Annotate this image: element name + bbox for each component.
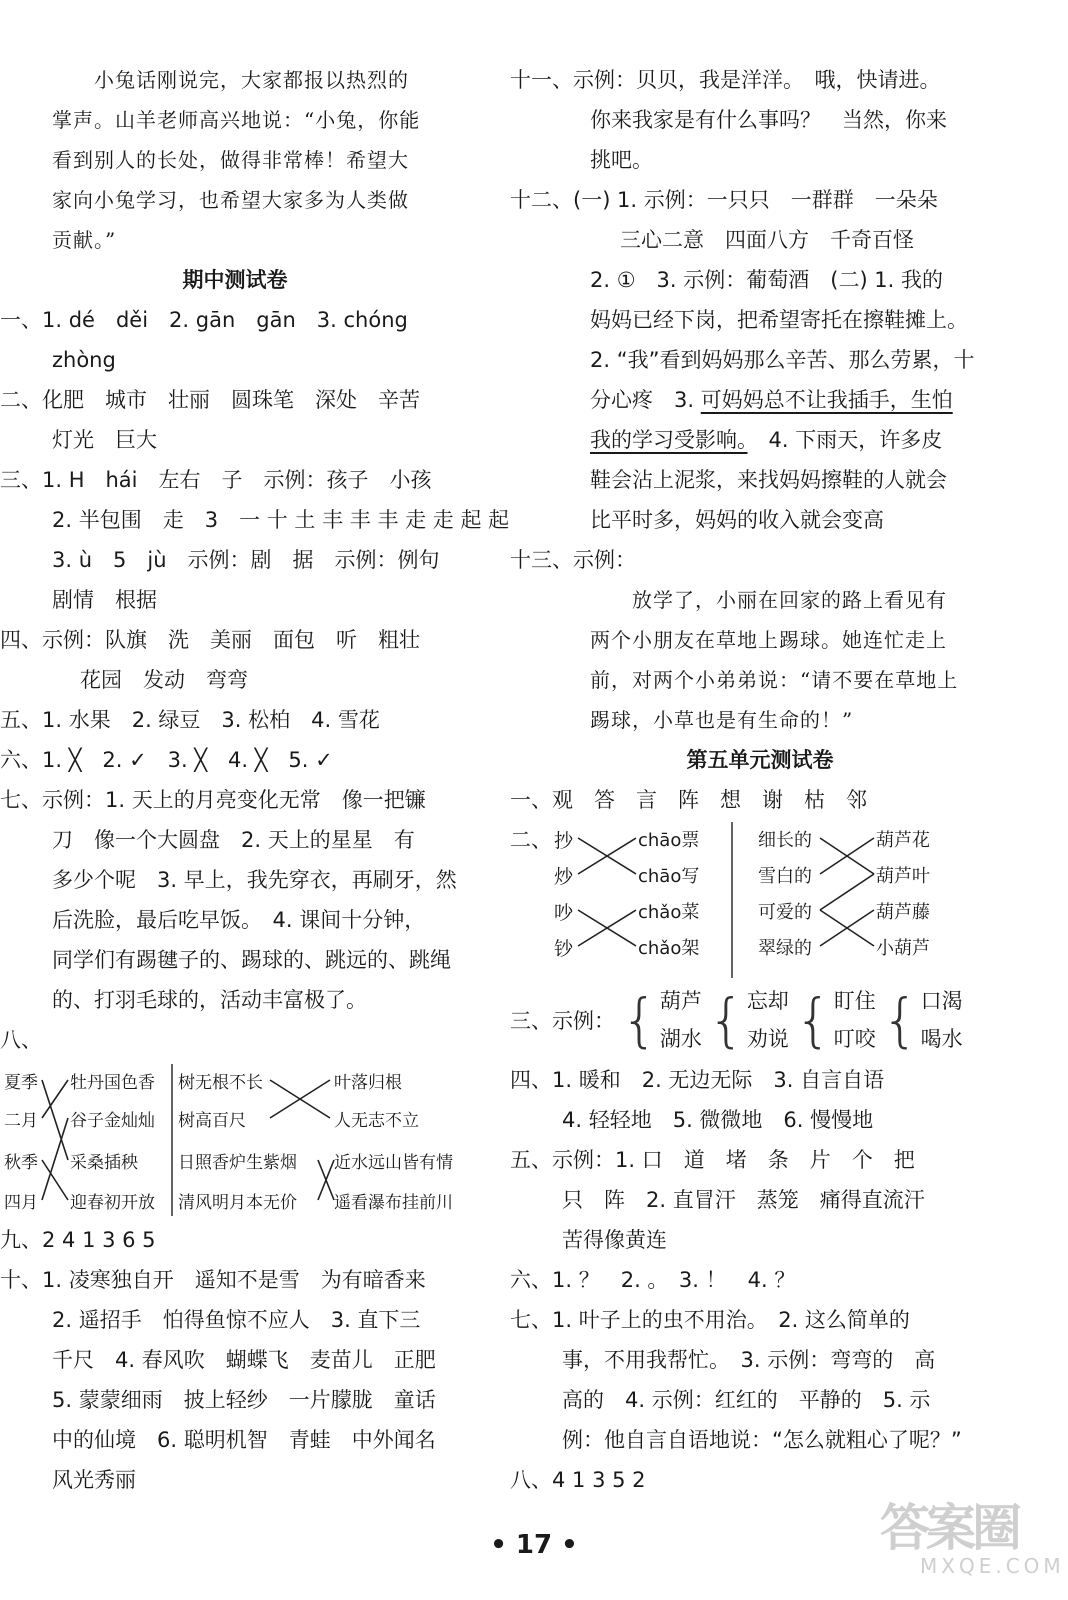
phrase-item: 人无志不立 <box>334 1111 419 1131</box>
char-item: 吵 <box>554 902 574 924</box>
right-column <box>510 60 1010 1500</box>
adjective-item: 翠绿的 <box>758 938 812 959</box>
matching-diagram-seasons <box>0 1060 470 1220</box>
story-line: 家向小兔学习，也希望大家多为人类做 <box>52 188 409 212</box>
answer-line: 2. ① 3. 示例：葡萄酒 (二) 1. 我的 <box>590 268 944 292</box>
season-item: 秋季 <box>4 1153 38 1173</box>
phrase-item: 清风明月本无价 <box>178 1193 297 1213</box>
story-line: 踢球，小草也是有生命的！” <box>590 708 854 732</box>
pair-word: 喝水 <box>920 1027 963 1051</box>
story-line: 看到别人的长处，做得非常棒！希望大 <box>52 148 409 172</box>
adjective-item: 细长的 <box>758 830 812 851</box>
season-item: 夏季 <box>4 1073 38 1093</box>
pair-word: 葫芦 <box>659 989 702 1013</box>
answer-line: 千尺 4. 春风吹 蝴蝶飞 麦苗儿 正肥 <box>52 1348 436 1372</box>
section-heading-unit5: 第五单元测试卷 <box>686 748 834 772</box>
answer-line: 后洗脸，最后吃早饭。 4. 课间十分钟， <box>52 908 426 932</box>
word-pair <box>921 982 963 1058</box>
answer-line: 风光秀丽 <box>52 1468 136 1492</box>
char-item: 炒 <box>554 866 574 888</box>
char-item: 钞 <box>554 938 574 960</box>
homophone-pairs <box>510 980 1010 1060</box>
answer-line <box>510 420 1010 460</box>
brace-icon: { <box>794 986 832 1054</box>
story-line: 前，对两个小弟弟说：“请不要在草地上 <box>590 668 959 692</box>
answer-line: 四、示例：队旗 洗 美丽 面包 听 粗壮 <box>0 628 420 652</box>
answer-line: 十一、示例：贝贝，我是洋洋。 哦，快请进。 <box>510 68 941 92</box>
answer-line: 九、2 4 1 3 6 5 <box>0 1228 156 1252</box>
answer-line: 七、示例：1. 天上的月亮变化无常 像一把镰 <box>0 788 426 812</box>
answer-label: 八、 <box>0 1028 42 1052</box>
pair-word: 口渴 <box>920 989 963 1013</box>
answer-line: 的、打羽毛球的，活动丰富极了。 <box>52 988 367 1012</box>
pair-word: 劝说 <box>746 1027 789 1051</box>
answer-line: 鞋会沾上泥浆，来找妈妈擦鞋的人就会 <box>590 468 947 492</box>
answer-line: 一、观 答 言 阵 想 谢 枯 邻 <box>510 788 867 812</box>
answer-line: 只 阵 2. 直冒汗 蒸笼 痛得直流汗 <box>562 1188 925 1212</box>
saying-item: 牡丹国色香 <box>70 1073 155 1093</box>
answer-line: 事，不用我帮忙。 3. 示例：弯弯的 高 <box>562 1348 936 1372</box>
story-line: 贡献。” <box>52 228 117 252</box>
brace-icon: { <box>707 986 745 1054</box>
answer-line: 2. “我”看到妈妈那么辛苦、那么劳累，十 <box>590 348 975 372</box>
season-item: 四月 <box>4 1193 38 1213</box>
answer-line: 二、化肥 城市 壮丽 圆珠笔 深处 辛苦 <box>0 388 420 412</box>
answer-line: 十二、(一) 1. 示例：一只只 一群群 一朵朵 <box>510 188 938 212</box>
answer-line: 剧情 根据 <box>52 588 157 612</box>
noun-item: 小葫芦 <box>876 938 930 959</box>
answer-line: 苦得像黄连 <box>562 1228 667 1252</box>
underlined-answer: 可妈妈总不让我插手，生怕 <box>700 388 953 412</box>
answer-line: 多少个呢 3. 早上，我先穿衣，再刷牙，然 <box>52 868 457 892</box>
answer-line: 你来我家是有什么事吗？ 当然，你来 <box>590 108 947 132</box>
answer-line: 六、1. ╳ 2. ✓ 3. ╳ 4. ╳ 5. ✓ <box>0 748 333 772</box>
brace-icon: { <box>881 986 919 1054</box>
answer-line: 五、1. 水果 2. 绿豆 3. 松柏 4. 雪花 <box>0 708 380 732</box>
answer-label: 二、 <box>510 828 552 852</box>
char-item: 抄 <box>554 830 574 852</box>
answer-line: 花园 发动 弯弯 <box>80 668 248 692</box>
pinyin-item: chǎo菜 <box>638 902 700 923</box>
phrase-item: 日照香炉生紫烟 <box>178 1153 297 1173</box>
answer-line: 刀 像一个大圆盘 2. 天上的星星 有 <box>52 828 415 852</box>
word-pair <box>747 982 789 1058</box>
saying-item: 谷子金灿灿 <box>70 1111 155 1131</box>
answer-line: 四、1. 暖和 2. 无边无际 3. 自言自语 <box>510 1068 885 1092</box>
phrase-item: 树高百尺 <box>178 1111 246 1131</box>
answer-line: zhòng <box>52 348 116 372</box>
answer-line: 七、1. 叶子上的虫不用治。 2. 这么简单的 <box>510 1308 910 1332</box>
answer-line: 十三、示例： <box>510 548 636 572</box>
story-line: 两个小朋友在草地上踢球。她连忙走上 <box>590 628 947 652</box>
story-line: 小兔话刚说完，大家都报以热烈的 <box>52 68 409 92</box>
season-item: 二月 <box>4 1111 38 1131</box>
adjective-item: 雪白的 <box>758 866 812 887</box>
matching-diagram-words <box>510 820 1010 980</box>
phrase-item: 遥看瀑布挂前川 <box>334 1193 453 1213</box>
story-line: 掌声。山羊老师高兴地说：“小兔，你能 <box>52 108 421 132</box>
answer-line: 5. 蒙蒙细雨 披上轻纱 一片朦胧 童话 <box>52 1388 436 1412</box>
answer-line: 妈妈已经下岗，把希望寄托在擦鞋摊上。 <box>590 308 968 332</box>
pinyin-item: chāo票 <box>638 830 700 851</box>
answer-line: 比平时多，妈妈的收入就会变高 <box>590 508 884 532</box>
answer-line: 灯光 巨大 <box>52 428 157 452</box>
underlined-answer: 我的学习受影响。 <box>590 428 748 452</box>
answer-line <box>510 380 1010 420</box>
phrase-item: 树无根不长 <box>178 1073 263 1093</box>
answer-label: 三、示例： <box>510 1009 615 1033</box>
answer-line: 高的 4. 示例：红红的 平静的 5. 示 <box>562 1388 931 1412</box>
pair-word: 盯住 <box>833 989 876 1013</box>
section-heading-midterm: 期中测试卷 <box>182 268 288 292</box>
answer-line: 3. ù 5 jù 示例：剧 据 示例：例句 <box>52 548 440 572</box>
story-line: 放学了，小丽在回家的路上看见有 <box>590 588 947 612</box>
answer-line: 六、1. ？ 2. 。 3. ！ 4. ？ <box>510 1268 796 1292</box>
brace-icon: { <box>621 986 658 1054</box>
pair-word: 忘却 <box>746 989 789 1013</box>
answer-text: 分心疼 3. <box>590 388 701 412</box>
answer-line: 三、1. H hái 左右 子 示例：孩子 小孩 <box>0 468 432 492</box>
left-column <box>0 60 510 1500</box>
watermark-url: MXQE.COM <box>920 1554 1065 1578</box>
pinyin-item: chāo写 <box>638 866 700 887</box>
noun-item: 葫芦叶 <box>876 866 930 887</box>
answer-text: 4. 下雨天，许多皮 <box>747 428 943 452</box>
watermark-logo <box>880 1488 1065 1588</box>
pair-word: 叮咬 <box>833 1027 876 1051</box>
phrase-item: 近水远山皆有情 <box>334 1153 453 1173</box>
pinyin-item: chǎo架 <box>638 938 700 959</box>
watermark-text: 答案圈 <box>880 1499 1018 1557</box>
answer-line: 挑吧。 <box>590 148 653 172</box>
noun-item: 葫芦花 <box>876 830 930 851</box>
answer-line: 2. 遥招手 怕得鱼惊不应人 3. 直下三 <box>52 1308 421 1332</box>
answer-line: 同学们有踢毽子的、踢球的、跳远的、跳绳 <box>52 948 451 972</box>
answer-line: 4. 轻轻地 5. 微微地 6. 慢慢地 <box>562 1108 874 1132</box>
phrase-item: 叶落归根 <box>334 1073 402 1093</box>
answer-line: 2. 半包围 走 3 一 十 土 丰 丰 丰 走 走 起 起 <box>52 508 510 532</box>
answer-line: 三心二意 四面八方 千奇百怪 <box>620 228 914 252</box>
word-pair <box>834 982 876 1058</box>
answer-line: 十、1. 凌寒独自开 遥知不是雪 为有暗香来 <box>0 1268 426 1292</box>
pair-word: 湖水 <box>659 1027 702 1051</box>
page-number: • 17 • <box>490 1530 578 1560</box>
answer-line: 五、示例：1. 口 道 堵 条 片 个 把 <box>510 1148 915 1172</box>
saying-item: 采桑插秧 <box>70 1153 138 1173</box>
answer-line: 一、1. dé děi 2. gān gān 3. chóng <box>0 308 408 332</box>
word-pair <box>660 982 702 1058</box>
answer-line: 八、4 1 3 5 2 <box>510 1468 646 1492</box>
answer-line: 中的仙境 6. 聪明机智 青蛙 中外闻名 <box>52 1428 436 1452</box>
saying-item: 迎春初开放 <box>70 1193 155 1213</box>
adjective-item: 可爱的 <box>758 902 812 923</box>
answer-line: 例：他自言自语地说：“怎么就粗心了呢？” <box>562 1428 962 1452</box>
noun-item: 葫芦藤 <box>876 902 930 923</box>
